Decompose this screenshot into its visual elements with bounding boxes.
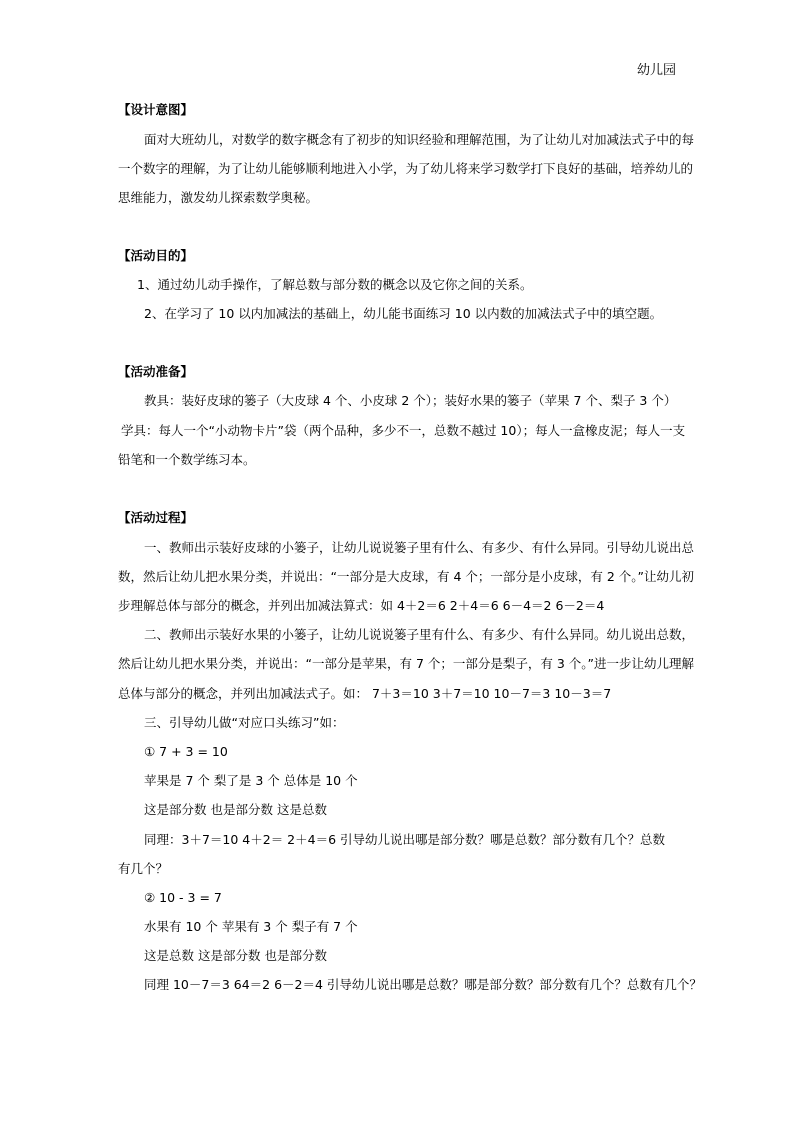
page-header: 幼儿园: [636, 63, 676, 78]
list-item: 2、在学习了 10 以内加减法的基础上，幼儿能书面练习 10 以内数的加减法式子中的填空题。: [144, 306, 663, 321]
equation-line: ① 7 + 3 = 10: [144, 744, 228, 759]
paragraph-line: 有几个？: [118, 861, 169, 876]
paragraph-line: 这是总数 这是部分数 也是部分数: [144, 948, 327, 963]
paragraph-line: 三、引导幼儿做“对应口头练习”如：: [144, 715, 345, 730]
paragraph-line: 总体与部分的概念，并列出加减法式子。如： 7＋3＝10 3＋7＝10 10－7＝3 10－3＝7: [118, 686, 612, 701]
paragraph-line: 面对大班幼儿，对数学的数字概念有了初步的知识经验和理解范围，为了让幼儿对加减法式子中的每: [144, 132, 695, 147]
paragraph-line: 思维能力，激发幼儿探索数学奥秘。: [118, 190, 319, 205]
paragraph-line: 铅笔和一个数学练习本。: [118, 452, 256, 467]
paragraph-line: 教具：装好皮球的篓子（大皮球 4 个、小皮球 2 个）；装好水果的篓子（苹果 7 个、梨子 3 个）: [144, 393, 677, 408]
paragraph-line: 这是部分数 也是部分数 这是总数: [144, 802, 327, 817]
paragraph-line: 同理 10－7＝3 64＝2 6－2＝4 引导幼儿说出哪是总数？哪是部分数？部分数有几个？总数有几个？: [144, 977, 702, 992]
section-heading-process: 【活动过程】: [118, 510, 194, 525]
paragraph-line: 苹果是 7 个 梨了是 3 个 总体是 10 个: [144, 773, 358, 788]
paragraph-line: 一个数字的理解，为了让幼儿能够顺利地进入小学，为了幼儿将来学习数学打下良好的基础，培养幼儿的: [118, 161, 694, 176]
section-heading-design: 【设计意图】: [118, 102, 194, 117]
paragraph-line: 步理解总体与部分的概念，并列出加减法算式：如 4＋2＝6 2＋4＝6 6－4＝2 6－2＝4: [118, 598, 605, 613]
section-heading-goals: 【活动目的】: [118, 248, 194, 263]
section-heading-prep: 【活动准备】: [118, 364, 194, 379]
list-item: 1、通过幼儿动手操作，了解总数与部分数的概念以及它你之间的关系。: [137, 277, 533, 292]
paragraph-line: 学具：每人一个“小动物卡片”袋（两个品种，多少不一，总数不越过 10）；每人一盒橡皮泥；每人一支: [121, 423, 686, 438]
paragraph-line: 同理：3＋7＝10 4＋2＝ 2＋4＝6 引导幼儿说出哪是部分数？哪是总数？部分数有几个？总数: [144, 832, 665, 847]
paragraph-line: 一、教师出示装好皮球的小篓子，让幼儿说说篓子里有什么、有多少、有什么异同。引导幼儿说出总: [144, 540, 695, 555]
paragraph-line: 数，然后让幼儿把水果分类，并说出：“一部分是大皮球，有 4 个；一部分是小皮球，有 2 个。”让幼儿初: [118, 569, 695, 584]
paragraph-line: 水果有 10 个 苹果有 3 个 梨子有 7 个: [144, 919, 358, 934]
paragraph-line: 二、教师出示装好水果的小篓子，让幼儿说说篓子里有什么、有多少、有什么异同。幼儿说出总数，: [144, 627, 695, 642]
paragraph-line: 然后让幼儿把水果分类，并说出：“一部分是苹果，有 7 个；一部分是梨子，有 3 个。”进一步让幼儿理解: [118, 656, 695, 671]
equation-line: ② 10 - 3 = 7: [144, 890, 222, 905]
